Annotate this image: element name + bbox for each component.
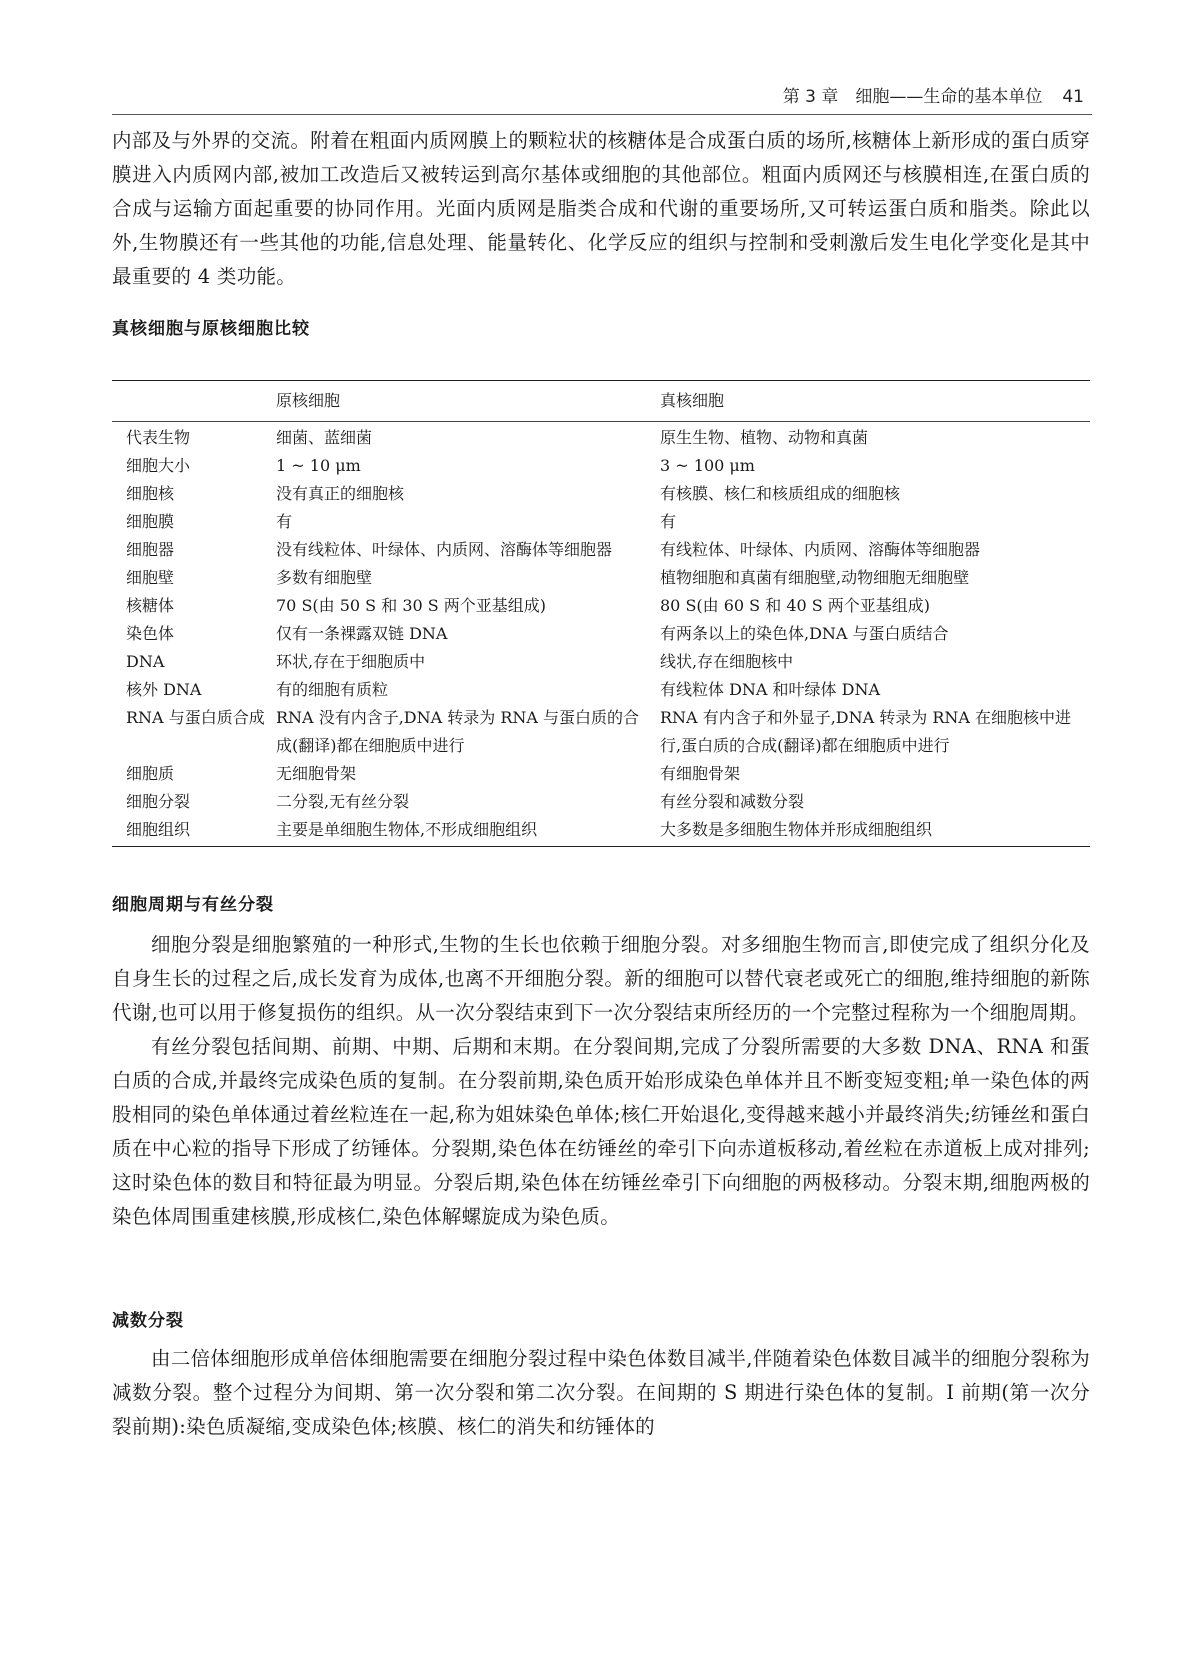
table-cell: 仅有一条裸露双链 DNA <box>276 624 448 643</box>
table-cell: RNA 与蛋白质合成 <box>126 708 265 727</box>
table-cell: 细胞质 <box>126 764 175 783</box>
table-cell: 线状,存在细胞核中 <box>660 652 794 671</box>
table-cell: DNA <box>126 652 165 671</box>
table-cell: 细胞器 <box>126 540 175 559</box>
cell-cycle-paragraph: 细胞分裂是细胞繁殖的一种形式,生物的生长也依赖于细胞分裂。对多细胞生物而言,即使完成了组织分化及自身生长的过程之后,成长发育为成体,也离不开细胞分裂。新的细胞可以替代衰老或死亡的细胞,维持细胞的新陈代谢,也可以用于修复损伤的组织。从一次分裂结束到下一次分裂结束所经历的一个完整过程称为一个细胞周期。 <box>112 933 1090 1024</box>
table-row <box>112 452 1090 480</box>
table-cell: 有细胞骨架 <box>660 764 741 783</box>
table-cell: 多数有细胞壁 <box>276 568 373 587</box>
table-cell: 核外 DNA <box>126 680 202 699</box>
table-cell: 原生生物、植物、动物和真菌 <box>660 428 869 447</box>
table-cell: 细菌、蓝细菌 <box>276 428 373 447</box>
table-row <box>112 508 1090 536</box>
table-cell: 二分裂,无有丝分裂 <box>276 792 410 811</box>
table-cell: 细胞大小 <box>126 456 191 475</box>
table-cell: 细胞膜 <box>126 512 175 531</box>
table-cell: 没有线粒体、叶绿体、内质网、溶酶体等细胞器 <box>276 540 613 559</box>
mitosis-paragraph: 有丝分裂包括间期、前期、中期、后期和末期。在分裂间期,完成了分裂所需要的大多数 DNA、RNA 和蛋白质的合成,并最终完成染色质的复制。在分裂前期,染色质开始形成染色单体并且不断变短变粗;单一染色体的两股相同的染色单体通过着丝粒连在一起,称为姐妹染色单体;核仁开始退化,变得越来越小并最终消失;纺锤丝和蛋白质在中心粒的指导下形成了纺锤体。分裂期,染色体在纺锤丝的牵引下向赤道板移动,着丝粒在赤道板上成对排列;这时染色体的数目和特征最为明显。分裂后期,染色体在纺锤丝牵引下向细胞的两极移动。分裂末期,细胞两极的染色体周围重建核膜,形成核仁,染色体解螺旋成为染色质。 <box>112 1035 1090 1228</box>
intro-paragraph: 内部及与外界的交流。附着在粗面内质网膜上的颗粒状的核糖体是合成蛋白质的场所,核糖体上新形成的蛋白质穿膜进入内质网内部,被加工改造后又被转运到高尔基体或细胞的其他部位。粗面内质网还与核膜相连,在蛋白质的合成与运输方面起重要的协同作用。光面内质网是脂类合成和代谢的重要场所,又可转运蛋白质和脂类。除此以外,生物膜还有一些其他的功能,信息处理、能量转化、化学反应的组织与控制和受刺激后发生电化学变化是其中最重要的 4 类功能。 <box>112 129 1090 288</box>
table-row <box>112 788 1090 816</box>
table-cell: 有 <box>276 512 293 531</box>
table-header-cell: 原核细胞 <box>276 381 658 422</box>
table-cell: 1 ~ 10 μm <box>276 456 361 475</box>
table-row <box>112 816 1090 847</box>
table-cell: 有两条以上的染色体,DNA 与蛋白质结合 <box>660 624 949 643</box>
table-cell: RNA 没有内含子,DNA 转录为 RNA 与蛋白质的合成(翻译)都在细胞质中进行 <box>276 708 640 755</box>
intro-paragraph-block <box>112 124 1090 294</box>
table-row <box>112 480 1090 508</box>
comparison-table <box>112 380 1090 847</box>
table-cell: 没有真正的细胞核 <box>276 484 405 503</box>
cell-cycle-body <box>112 928 1090 1234</box>
table-cell: 80 S(由 60 S 和 40 S 两个亚基组成) <box>660 596 931 615</box>
table-header-row <box>112 381 1090 422</box>
table-cell: 代表生物 <box>126 428 191 447</box>
table-row <box>112 648 1090 676</box>
table-cell: 有 <box>660 512 677 531</box>
table-row <box>112 676 1090 704</box>
meiosis-section-title: 减数分裂 <box>112 1311 184 1331</box>
table-row <box>112 564 1090 592</box>
table-cell: 核糖体 <box>126 596 175 615</box>
table-cell: 大多数是多细胞生物体并形成细胞组织 <box>658 816 1090 847</box>
table-row <box>112 620 1090 648</box>
running-head <box>783 82 1084 107</box>
table-header-cell <box>112 381 276 422</box>
table-cell: 细胞核 <box>126 484 175 503</box>
meiosis-body <box>112 1342 1090 1444</box>
table-cell: 植物细胞和真菌有细胞壁,动物细胞无细胞壁 <box>660 568 970 587</box>
meiosis-paragraph: 由二倍体细胞形成单倍体细胞需要在细胞分裂过程中染色体数目减半,伴随着染色体数目减半的细胞分裂称为减数分裂。整个过程分为间期、第一次分裂和第二次分裂。在间期的 S 期进行染色体的复制。I 前期(第一次分裂前期):染色质凝缩,变成染色体;核膜、核仁的消失和纺锤体的 <box>112 1347 1090 1438</box>
table-cell: 无细胞骨架 <box>276 764 357 783</box>
chapter-title: 第 3 章 细胞——生命的基本单位 <box>782 87 1043 107</box>
cell-cycle-section-title: 细胞周期与有丝分裂 <box>112 895 274 915</box>
table-cell: 有的细胞有质粒 <box>276 680 389 699</box>
table-cell: 染色体 <box>126 624 175 643</box>
table-cell: 细胞分裂 <box>126 792 191 811</box>
table-cell: 有丝分裂和减数分裂 <box>660 792 805 811</box>
table-cell: 70 S(由 50 S 和 30 S 两个亚基组成) <box>276 596 547 615</box>
table-cell: 有线粒体、叶绿体、内质网、溶酶体等细胞器 <box>660 540 981 559</box>
table-row <box>112 592 1090 620</box>
table-header-cell: 真核细胞 <box>658 381 1090 422</box>
table-cell: 主要是单细胞生物体,不形成细胞组织 <box>276 816 658 847</box>
table-cell: 有核膜、核仁和核质组成的细胞核 <box>660 484 901 503</box>
table-cell: 3 ~ 100 μm <box>660 456 755 475</box>
table-row <box>112 704 1090 760</box>
table-cell: 细胞壁 <box>126 568 175 587</box>
table-section-title: 真核细胞与原核细胞比较 <box>112 319 310 339</box>
page-header <box>112 80 1092 115</box>
table-cell: 有线粒体 DNA 和叶绿体 DNA <box>660 680 881 699</box>
page-number: 41 <box>1062 87 1084 107</box>
table-cell: RNA 有内含子和外显子,DNA 转录为 RNA 在细胞核中进行,蛋白质的合成(翻译)都在细胞质中进行 <box>660 708 1072 755</box>
table-cell: 环状,存在于细胞质中 <box>276 652 426 671</box>
table-row <box>112 422 1090 453</box>
table-row <box>112 536 1090 564</box>
table-row <box>112 760 1090 788</box>
table-cell: 细胞组织 <box>112 816 276 847</box>
